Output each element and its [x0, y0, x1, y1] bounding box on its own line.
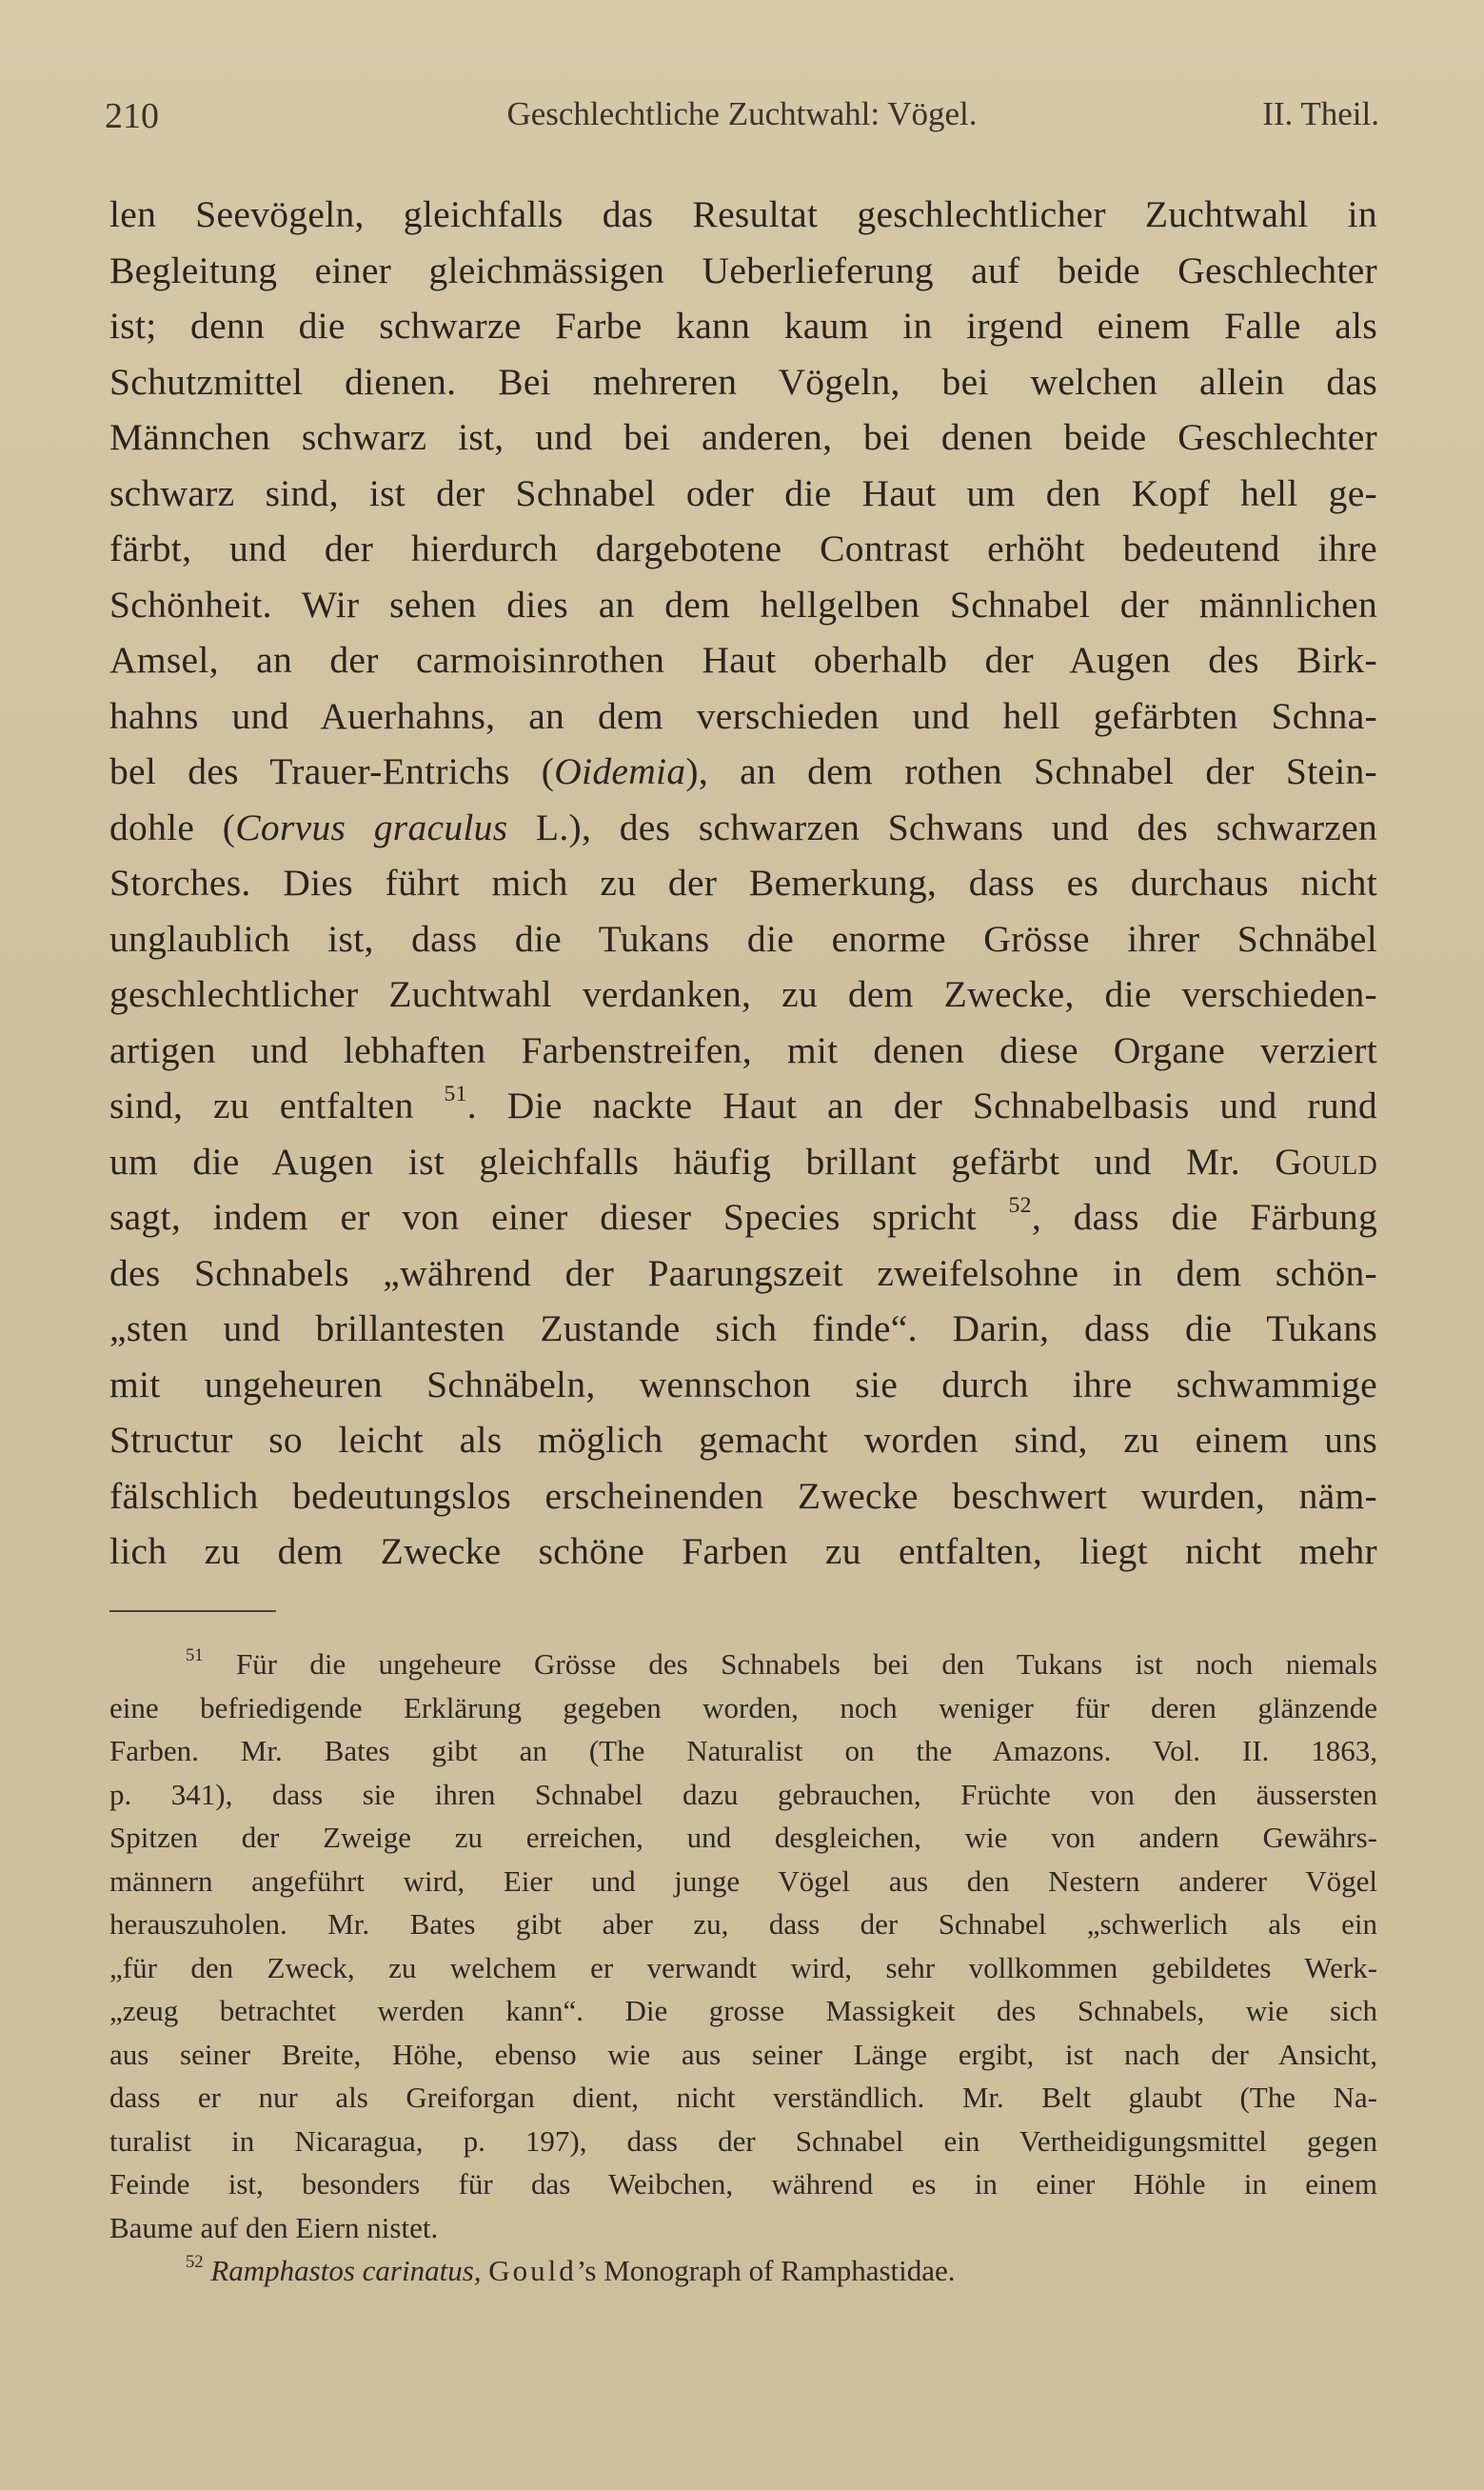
footnote-line: herauszuholen. Mr. Bates gibt aber zu, dass der Schnabel „schwerlich als ein: [109, 1907, 1377, 1941]
text-line: färbt, und der hierdurch dargebotene Contrast erhöht bedeutend ihre: [109, 528, 1377, 569]
footnote-ref-52: 52: [1008, 1193, 1032, 1219]
species-citation: Ramphastos carinatus,: [210, 2254, 482, 2287]
text-line: unglaublich ist, dass die Tukans die enorme Grösse ihrer Schnäbel: [109, 917, 1377, 960]
footnote-marker-51: 51: [186, 1645, 204, 1666]
text-line: des Schnabels „während der Paarungszeit zweifelsohne in dem schön-: [109, 1251, 1377, 1294]
footnote-line: „zeug betrachtet werden kann“. Die grosse Massigkeit des Schnabels, wie sich: [109, 1994, 1377, 2027]
footnotes: [109, 1643, 1377, 2293]
text-line: Männchen schwarz ist, und bei anderen, bei denen beide Geschlechter: [109, 416, 1377, 458]
text-line: sind, zu entfalten $^{51}$. Die nackte Haut an der Schnabelbasis und rund: [109, 1082, 1377, 1126]
text-line: len Seevögeln, gleichfalls das Resultat geschlechtlicher Zuchtwahl in: [109, 193, 1377, 235]
text-line: Amsel, an der carmoisinrothen Haut oberhalb der Augen des Birk-: [109, 639, 1377, 681]
text-line: Schutzmittel dienen. Bei mehreren Vögeln, bei welchen allein das: [109, 360, 1377, 403]
footnote-divider: [109, 1610, 276, 1612]
footnote-line: Feinde ist, besonders für das Weibchen, während es in einer Höhle in einem: [109, 2167, 1377, 2201]
footnote-line: eine befriedigende Erklärung gegeben worden, noch weniger für deren glänzende: [109, 1690, 1377, 1724]
footnote-line: dass er nur als Greiforgan dient, nicht verständlich. Mr. Belt glaubt (The Na-: [109, 2081, 1377, 2114]
footnote-marker-52: 52: [186, 2252, 204, 2273]
footnote-line: aus seiner Breite, Höhe, ebenso wie aus seiner Länge ergibt, ist nach der Ansicht,: [109, 2037, 1377, 2071]
running-title: Geschlechtliche Zuchtwahl: Vögel.: [506, 95, 978, 132]
text-line: Schönheit. Wir sehen dies an dem hellgelben Schnabel der männlichen: [109, 583, 1377, 626]
footnote-line: Baume auf den Eiern nistet.: [109, 2210, 439, 2244]
text-line: hahns und Auerhahns, an dem verschieden und hell gefärbten Schna-: [109, 694, 1377, 737]
author-name: Gould: [1275, 1140, 1377, 1183]
text-line: Begleitung einer gleichmässigen Ueberlieferung auf beide Geschlechter: [109, 249, 1377, 291]
text-line: dohle (Corvus graculus L.), des schwarzen Schwans und des schwarzen: [109, 806, 1377, 848]
footnote-line: männern angeführt wird, Eier und junge Vögel aus den Nestern anderer Vögel: [109, 1863, 1377, 1898]
text-line: artigen und lebhaften Farbenstreifen, mit denen diese Organe verziert: [109, 1028, 1377, 1071]
page-header: [105, 95, 1379, 152]
footnote-line: „für den Zweck, zu welchem er verwandt wird, sehr vollkommen gebildetes Werk-: [109, 1950, 1377, 1984]
page-number: 210: [105, 96, 159, 136]
footnote-line: $^{51}$ Für die ungeheure Grösse des Schnabels bei den Tukans ist noch niemals: [186, 1645, 1377, 1681]
text-line: fälschlich bedeutungslos erscheinenden Zwecke beschwert wurden, näm-: [109, 1474, 1377, 1517]
footnote-line: $^{52}$ Ramphastos carinatus, Gould’s Monograph of Ramphastidae.: [186, 2252, 956, 2287]
text-line: „sten und brillantesten Zustande sich finde“. Darin, dass die Tukans: [109, 1307, 1377, 1349]
text-line: mit ungeheuren Schnäbeln, wennschon sie durch ihre schwammige: [109, 1363, 1377, 1405]
text-line: um die Augen ist gleichfalls häufig brillant gefärbt und Mr. Gould: [109, 1140, 1377, 1183]
genus-name: Oidemia: [554, 750, 686, 792]
footnote-ref-51: 51: [444, 1082, 467, 1107]
body-text: [109, 187, 1377, 1580]
text-line: lich zu dem Zwecke schöne Farben zu entfalten, liegt nicht mehr: [109, 1530, 1377, 1572]
text-line: ist; denn die schwarze Farbe kann kaum in irgend einem Falle als: [109, 305, 1377, 347]
citation-author: Gould: [488, 2254, 577, 2287]
footnote-line: turalist in Nicaragua, p. 197), dass der Schnabel ein Vertheidigungsmittel gegen: [109, 2123, 1377, 2158]
text-line: Structur so leicht als möglich gemacht worden sind, zu einem uns: [109, 1419, 1377, 1461]
footnote-line: Farben. Mr. Bates gibt an (The Naturalist on the Amazons. Vol. II. 1863,: [109, 1734, 1377, 1767]
part-label: II. Theil.: [1262, 95, 1379, 132]
text-line: bel des Trauer-Entrichs (Oidemia), an dem rothen Schnabel der Stein-: [109, 750, 1377, 792]
text-line: sagt, indem er von einer dieser Species spricht $^{52}$, dass die Färbung: [109, 1193, 1377, 1238]
text-line: Storches. Dies führt mich zu der Bemerkung, dass es durchaus nicht: [109, 862, 1377, 904]
footnote-line: p. 341), dass sie ihren Schnabel dazu gebrauchen, Früchte von den äussersten: [109, 1777, 1377, 1811]
text-line: geschlechtlicher Zuchtwahl verdanken, zu dem Zwecke, die verschieden-: [109, 973, 1377, 1015]
text-line: schwarz sind, ist der Schnabel oder die Haut um den Kopf hell ge-: [109, 471, 1377, 514]
species-name: Corvus graculus: [235, 806, 508, 848]
footnote-line: Spitzen der Zweige zu erreichen, und desgleichen, wie von andern Gewährs-: [109, 1821, 1377, 1854]
